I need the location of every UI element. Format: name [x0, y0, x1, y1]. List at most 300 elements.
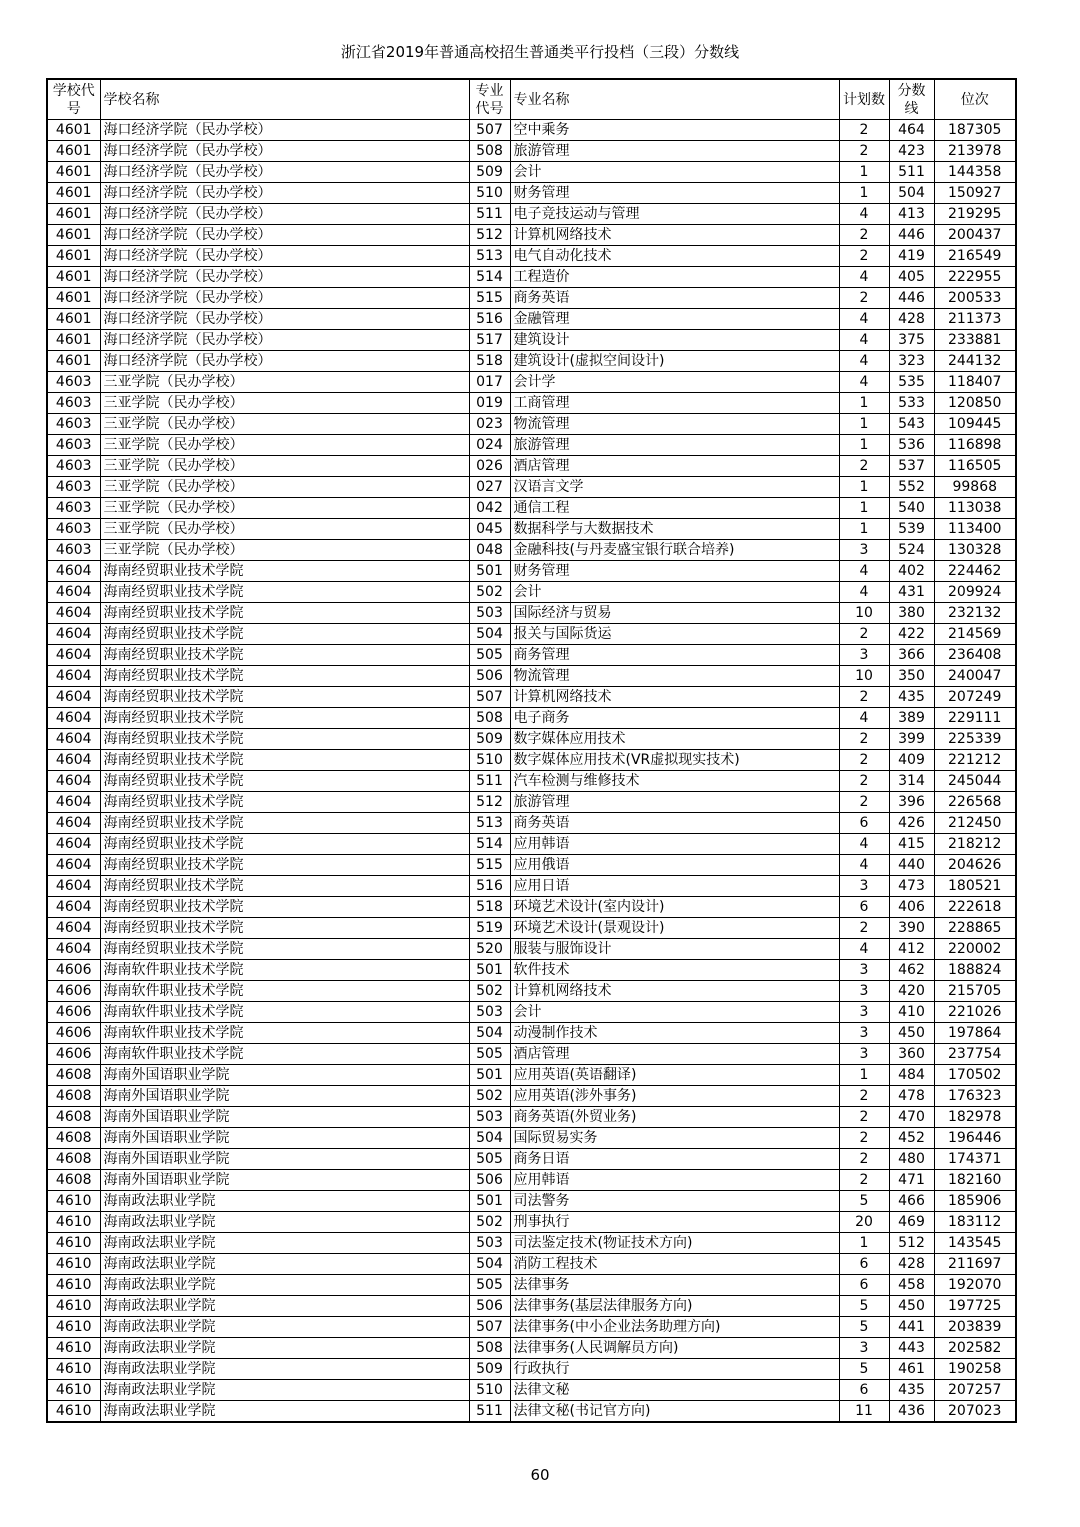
plan-cell: 4 [839, 708, 889, 729]
major-name-cell: 酒店管理 [510, 1044, 839, 1065]
rank-cell: 215705 [934, 981, 1016, 1002]
rank-cell: 207023 [934, 1401, 1016, 1423]
score-cell: 504 [889, 183, 934, 204]
rank-cell: 190258 [934, 1359, 1016, 1380]
major-name-cell: 汽车检测与维修技术 [510, 771, 839, 792]
major-name-cell: 应用韩语 [510, 1170, 839, 1191]
major-code-cell: 519 [469, 918, 510, 939]
plan-cell: 2 [839, 456, 889, 477]
header-score: 分数线 [889, 79, 934, 120]
major-code-cell: 516 [469, 876, 510, 897]
score-cell: 524 [889, 540, 934, 561]
plan-cell: 1 [839, 435, 889, 456]
score-cell: 380 [889, 603, 934, 624]
score-cell: 446 [889, 288, 934, 309]
school-name-cell: 海南政法职业学院 [100, 1296, 469, 1317]
major-code-cell: 515 [469, 855, 510, 876]
school-name-cell: 海南政法职业学院 [100, 1275, 469, 1296]
major-code-cell: 026 [469, 456, 510, 477]
plan-cell: 3 [839, 981, 889, 1002]
school-name-cell: 海南外国语职业学院 [100, 1107, 469, 1128]
major-name-cell: 动漫制作技术 [510, 1023, 839, 1044]
major-name-cell: 空中乘务 [510, 120, 839, 141]
rank-cell: 240047 [934, 666, 1016, 687]
major-name-cell: 计算机网络技术 [510, 981, 839, 1002]
table-row [47, 540, 1016, 561]
school-code-cell: 4610 [47, 1254, 100, 1275]
major-name-cell: 应用日语 [510, 876, 839, 897]
school-code-cell: 4604 [47, 666, 100, 687]
major-name-cell: 财务管理 [510, 183, 839, 204]
table-row [47, 876, 1016, 897]
school-name-cell: 海南软件职业技术学院 [100, 960, 469, 981]
score-cell: 464 [889, 120, 934, 141]
score-cell: 419 [889, 246, 934, 267]
table-row [47, 498, 1016, 519]
school-code-cell: 4601 [47, 162, 100, 183]
school-code-cell: 4604 [47, 834, 100, 855]
rank-cell: 207257 [934, 1380, 1016, 1401]
score-cell: 536 [889, 435, 934, 456]
score-cell: 366 [889, 645, 934, 666]
school-name-cell: 海口经济学院（民办学校） [100, 288, 469, 309]
major-code-cell: 024 [469, 435, 510, 456]
plan-cell: 10 [839, 603, 889, 624]
score-cell: 415 [889, 834, 934, 855]
plan-cell: 4 [839, 309, 889, 330]
table-row [47, 267, 1016, 288]
school-code-cell: 4604 [47, 876, 100, 897]
major-name-cell: 应用英语(涉外事务) [510, 1086, 839, 1107]
school-code-cell: 4610 [47, 1275, 100, 1296]
table-row [47, 477, 1016, 498]
major-name-cell: 应用俄语 [510, 855, 839, 876]
rank-cell: 182978 [934, 1107, 1016, 1128]
rank-cell: 211697 [934, 1254, 1016, 1275]
plan-cell: 3 [839, 1002, 889, 1023]
major-name-cell: 环境艺术设计(景观设计) [510, 918, 839, 939]
plan-cell: 10 [839, 666, 889, 687]
table-row [47, 750, 1016, 771]
rank-cell: 229111 [934, 708, 1016, 729]
major-code-cell: 507 [469, 1317, 510, 1338]
major-name-cell: 商务英语 [510, 288, 839, 309]
table-row [47, 183, 1016, 204]
school-name-cell: 三亚学院（民办学校） [100, 519, 469, 540]
rank-cell: 216549 [934, 246, 1016, 267]
table-row [47, 141, 1016, 162]
score-cell: 409 [889, 750, 934, 771]
school-code-cell: 4604 [47, 624, 100, 645]
rank-cell: 214569 [934, 624, 1016, 645]
plan-cell: 2 [839, 918, 889, 939]
header-rank: 位次 [934, 79, 1016, 120]
header-school-name: 学校名称 [100, 79, 469, 120]
score-cell: 323 [889, 351, 934, 372]
plan-cell: 2 [839, 1086, 889, 1107]
score-cell: 533 [889, 393, 934, 414]
plan-cell: 4 [839, 834, 889, 855]
school-name-cell: 海南外国语职业学院 [100, 1128, 469, 1149]
table-row [47, 834, 1016, 855]
plan-cell: 1 [839, 477, 889, 498]
score-cell: 511 [889, 162, 934, 183]
major-name-cell: 电子竞技运动与管理 [510, 204, 839, 225]
major-code-cell: 508 [469, 1338, 510, 1359]
plan-cell: 2 [839, 225, 889, 246]
plan-cell: 2 [839, 1128, 889, 1149]
school-code-cell: 4604 [47, 603, 100, 624]
major-name-cell: 法律事务(人民调解员方向) [510, 1338, 839, 1359]
score-cell: 540 [889, 498, 934, 519]
table-row [47, 204, 1016, 225]
plan-cell: 3 [839, 876, 889, 897]
score-cell: 413 [889, 204, 934, 225]
major-code-cell: 503 [469, 1107, 510, 1128]
major-code-cell: 517 [469, 330, 510, 351]
school-code-cell: 4601 [47, 351, 100, 372]
plan-cell: 6 [839, 1275, 889, 1296]
plan-cell: 1 [839, 393, 889, 414]
plan-cell: 2 [839, 1107, 889, 1128]
school-name-cell: 海南经贸职业技术学院 [100, 771, 469, 792]
score-cell: 396 [889, 792, 934, 813]
major-name-cell: 旅游管理 [510, 792, 839, 813]
rank-cell: 118407 [934, 372, 1016, 393]
table-row [47, 519, 1016, 540]
school-code-cell: 4603 [47, 477, 100, 498]
school-name-cell: 海口经济学院（民办学校） [100, 246, 469, 267]
score-cell: 441 [889, 1317, 934, 1338]
score-cell: 423 [889, 141, 934, 162]
major-code-cell: 505 [469, 1275, 510, 1296]
school-code-cell: 4603 [47, 498, 100, 519]
table-row [47, 939, 1016, 960]
school-code-cell: 4604 [47, 939, 100, 960]
rank-cell: 224462 [934, 561, 1016, 582]
major-name-cell: 会计 [510, 582, 839, 603]
major-name-cell: 会计学 [510, 372, 839, 393]
rank-cell: 211373 [934, 309, 1016, 330]
school-code-cell: 4610 [47, 1212, 100, 1233]
school-name-cell: 海南经贸职业技术学院 [100, 729, 469, 750]
rank-cell: 213978 [934, 141, 1016, 162]
school-name-cell: 海南政法职业学院 [100, 1380, 469, 1401]
table-row [47, 582, 1016, 603]
rank-cell: 196446 [934, 1128, 1016, 1149]
school-name-cell: 海南外国语职业学院 [100, 1170, 469, 1191]
major-code-cell: 510 [469, 183, 510, 204]
major-code-cell: 505 [469, 1149, 510, 1170]
score-cell: 350 [889, 666, 934, 687]
major-name-cell: 法律事务(基层法律服务方向) [510, 1296, 839, 1317]
school-code-cell: 4610 [47, 1380, 100, 1401]
school-name-cell: 海口经济学院（民办学校） [100, 225, 469, 246]
plan-cell: 5 [839, 1359, 889, 1380]
table-row [47, 1065, 1016, 1086]
school-name-cell: 海南软件职业技术学院 [100, 981, 469, 1002]
score-cell: 389 [889, 708, 934, 729]
major-name-cell: 法律文秘(书记官方向) [510, 1401, 839, 1423]
score-cell: 360 [889, 1044, 934, 1065]
plan-cell: 4 [839, 582, 889, 603]
score-cell: 426 [889, 813, 934, 834]
major-name-cell: 金融管理 [510, 309, 839, 330]
school-code-cell: 4610 [47, 1359, 100, 1380]
school-name-cell: 海口经济学院（民办学校） [100, 120, 469, 141]
major-name-cell: 商务管理 [510, 645, 839, 666]
admission-score-table [46, 78, 1017, 1423]
major-name-cell: 商务英语 [510, 813, 839, 834]
rank-cell: 221026 [934, 1002, 1016, 1023]
rank-cell: 192070 [934, 1275, 1016, 1296]
school-name-cell: 海南经贸职业技术学院 [100, 708, 469, 729]
table-row [47, 351, 1016, 372]
major-name-cell: 应用韩语 [510, 834, 839, 855]
score-cell: 458 [889, 1275, 934, 1296]
table-row [47, 1086, 1016, 1107]
rank-cell: 220002 [934, 939, 1016, 960]
table-row [47, 1107, 1016, 1128]
score-cell: 436 [889, 1401, 934, 1423]
school-code-cell: 4604 [47, 687, 100, 708]
school-name-cell: 海南软件职业技术学院 [100, 1044, 469, 1065]
table-row [47, 666, 1016, 687]
school-name-cell: 海口经济学院（民办学校） [100, 267, 469, 288]
major-code-cell: 023 [469, 414, 510, 435]
major-name-cell: 法律事务 [510, 1275, 839, 1296]
score-cell: 412 [889, 939, 934, 960]
header-major-name: 专业名称 [510, 79, 839, 120]
table-row [47, 225, 1016, 246]
major-code-cell: 506 [469, 1296, 510, 1317]
major-code-cell: 518 [469, 897, 510, 918]
table-row [47, 897, 1016, 918]
school-name-cell: 海南经贸职业技术学院 [100, 834, 469, 855]
major-name-cell: 商务日语 [510, 1149, 839, 1170]
major-code-cell: 502 [469, 1212, 510, 1233]
school-code-cell: 4606 [47, 1044, 100, 1065]
plan-cell: 2 [839, 687, 889, 708]
major-name-cell: 报关与国际货运 [510, 624, 839, 645]
page-number: 60 [530, 1466, 550, 1484]
table-row [47, 813, 1016, 834]
table-row [47, 855, 1016, 876]
rank-cell: 116898 [934, 435, 1016, 456]
school-name-cell: 三亚学院（民办学校） [100, 393, 469, 414]
score-cell: 410 [889, 1002, 934, 1023]
major-code-cell: 504 [469, 624, 510, 645]
school-name-cell: 海南软件职业技术学院 [100, 1023, 469, 1044]
school-code-cell: 4606 [47, 1023, 100, 1044]
major-code-cell: 501 [469, 960, 510, 981]
major-name-cell: 环境艺术设计(室内设计) [510, 897, 839, 918]
score-cell: 431 [889, 582, 934, 603]
rank-cell: 200533 [934, 288, 1016, 309]
school-code-cell: 4603 [47, 372, 100, 393]
school-code-cell: 4603 [47, 519, 100, 540]
plan-cell: 2 [839, 1149, 889, 1170]
plan-cell: 4 [839, 855, 889, 876]
rank-cell: 143545 [934, 1233, 1016, 1254]
school-code-cell: 4610 [47, 1233, 100, 1254]
major-code-cell: 019 [469, 393, 510, 414]
major-name-cell: 刑事执行 [510, 1212, 839, 1233]
school-code-cell: 4601 [47, 120, 100, 141]
school-code-cell: 4601 [47, 288, 100, 309]
rank-cell: 233881 [934, 330, 1016, 351]
school-code-cell: 4608 [47, 1128, 100, 1149]
score-cell: 552 [889, 477, 934, 498]
major-name-cell: 计算机网络技术 [510, 225, 839, 246]
school-name-cell: 海南外国语职业学院 [100, 1086, 469, 1107]
score-cell: 428 [889, 309, 934, 330]
major-name-cell: 物流管理 [510, 666, 839, 687]
table-row [47, 120, 1016, 141]
plan-cell: 4 [839, 330, 889, 351]
rank-cell: 236408 [934, 645, 1016, 666]
rank-cell: 182160 [934, 1170, 1016, 1191]
table-row [47, 687, 1016, 708]
plan-cell: 6 [839, 1254, 889, 1275]
major-code-cell: 509 [469, 162, 510, 183]
rank-cell: 144358 [934, 162, 1016, 183]
school-code-cell: 4604 [47, 813, 100, 834]
rank-cell: 116505 [934, 456, 1016, 477]
major-code-cell: 503 [469, 1233, 510, 1254]
major-name-cell: 汉语言文学 [510, 477, 839, 498]
score-cell: 462 [889, 960, 934, 981]
school-name-cell: 海南经贸职业技术学院 [100, 897, 469, 918]
school-code-cell: 4604 [47, 918, 100, 939]
table-row [47, 561, 1016, 582]
plan-cell: 4 [839, 267, 889, 288]
rank-cell: 183112 [934, 1212, 1016, 1233]
plan-cell: 2 [839, 750, 889, 771]
school-code-cell: 4604 [47, 750, 100, 771]
major-code-cell: 511 [469, 1401, 510, 1423]
school-name-cell: 海南经贸职业技术学院 [100, 750, 469, 771]
table-row [47, 1359, 1016, 1380]
rank-cell: 245044 [934, 771, 1016, 792]
school-name-cell: 海南经贸职业技术学院 [100, 666, 469, 687]
major-code-cell: 520 [469, 939, 510, 960]
major-name-cell: 金融科技(与丹麦盛宝银行联合培养) [510, 540, 839, 561]
major-name-cell: 数据科学与大数据技术 [510, 519, 839, 540]
rank-cell: 226568 [934, 792, 1016, 813]
major-code-cell: 042 [469, 498, 510, 519]
school-name-cell: 三亚学院（民办学校） [100, 435, 469, 456]
table-row [47, 372, 1016, 393]
table-row [47, 624, 1016, 645]
school-code-cell: 4603 [47, 456, 100, 477]
header-major-code: 专业代号 [469, 79, 510, 120]
school-code-cell: 4604 [47, 729, 100, 750]
major-name-cell: 会计 [510, 162, 839, 183]
school-name-cell: 海口经济学院（民办学校） [100, 309, 469, 330]
school-name-cell: 海南经贸职业技术学院 [100, 918, 469, 939]
school-code-cell: 4601 [47, 330, 100, 351]
table-row [47, 1002, 1016, 1023]
rank-cell: 170502 [934, 1065, 1016, 1086]
score-cell: 512 [889, 1233, 934, 1254]
school-name-cell: 海南经贸职业技术学院 [100, 561, 469, 582]
major-code-cell: 516 [469, 309, 510, 330]
major-name-cell: 国际经济与贸易 [510, 603, 839, 624]
major-name-cell: 电子商务 [510, 708, 839, 729]
school-code-cell: 4601 [47, 204, 100, 225]
school-code-cell: 4608 [47, 1065, 100, 1086]
major-name-cell: 工商管理 [510, 393, 839, 414]
score-cell: 484 [889, 1065, 934, 1086]
major-code-cell: 502 [469, 981, 510, 1002]
school-name-cell: 海南经贸职业技术学院 [100, 939, 469, 960]
table-row [47, 162, 1016, 183]
table-row [47, 456, 1016, 477]
table-row [47, 1275, 1016, 1296]
header-school-code: 学校代号 [47, 79, 100, 120]
rank-cell: 225339 [934, 729, 1016, 750]
major-code-cell: 503 [469, 603, 510, 624]
rank-cell: 174371 [934, 1149, 1016, 1170]
major-code-cell: 017 [469, 372, 510, 393]
rank-cell: 187305 [934, 120, 1016, 141]
school-code-cell: 4603 [47, 414, 100, 435]
school-name-cell: 海南外国语职业学院 [100, 1149, 469, 1170]
score-cell: 443 [889, 1338, 934, 1359]
table-body [47, 120, 1016, 1423]
plan-cell: 2 [839, 771, 889, 792]
table-row [47, 645, 1016, 666]
school-code-cell: 4601 [47, 225, 100, 246]
major-name-cell: 工程造价 [510, 267, 839, 288]
rank-cell: 113038 [934, 498, 1016, 519]
major-name-cell: 数字媒体应用技术 [510, 729, 839, 750]
major-code-cell: 507 [469, 120, 510, 141]
rank-cell: 200437 [934, 225, 1016, 246]
rank-cell: 188824 [934, 960, 1016, 981]
plan-cell: 3 [839, 645, 889, 666]
score-cell: 390 [889, 918, 934, 939]
school-name-cell: 海南政法职业学院 [100, 1212, 469, 1233]
major-code-cell: 506 [469, 1170, 510, 1191]
major-name-cell: 旅游管理 [510, 435, 839, 456]
table-row [47, 1254, 1016, 1275]
school-name-cell: 海口经济学院（民办学校） [100, 330, 469, 351]
school-code-cell: 4601 [47, 141, 100, 162]
school-name-cell: 海南政法职业学院 [100, 1254, 469, 1275]
rank-cell: 207249 [934, 687, 1016, 708]
school-name-cell: 海南经贸职业技术学院 [100, 624, 469, 645]
rank-cell: 219295 [934, 204, 1016, 225]
school-name-cell: 海口经济学院（民办学校） [100, 141, 469, 162]
major-code-cell: 501 [469, 1191, 510, 1212]
major-name-cell: 计算机网络技术 [510, 687, 839, 708]
school-code-cell: 4610 [47, 1401, 100, 1423]
school-code-cell: 4606 [47, 960, 100, 981]
major-code-cell: 509 [469, 729, 510, 750]
school-name-cell: 海口经济学院（民办学校） [100, 183, 469, 204]
plan-cell: 1 [839, 183, 889, 204]
school-code-cell: 4606 [47, 981, 100, 1002]
school-name-cell: 海南经贸职业技术学院 [100, 876, 469, 897]
school-name-cell: 海南政法职业学院 [100, 1191, 469, 1212]
table-row [47, 708, 1016, 729]
school-code-cell: 4606 [47, 1002, 100, 1023]
major-code-cell: 512 [469, 225, 510, 246]
school-code-cell: 4604 [47, 897, 100, 918]
score-cell: 543 [889, 414, 934, 435]
